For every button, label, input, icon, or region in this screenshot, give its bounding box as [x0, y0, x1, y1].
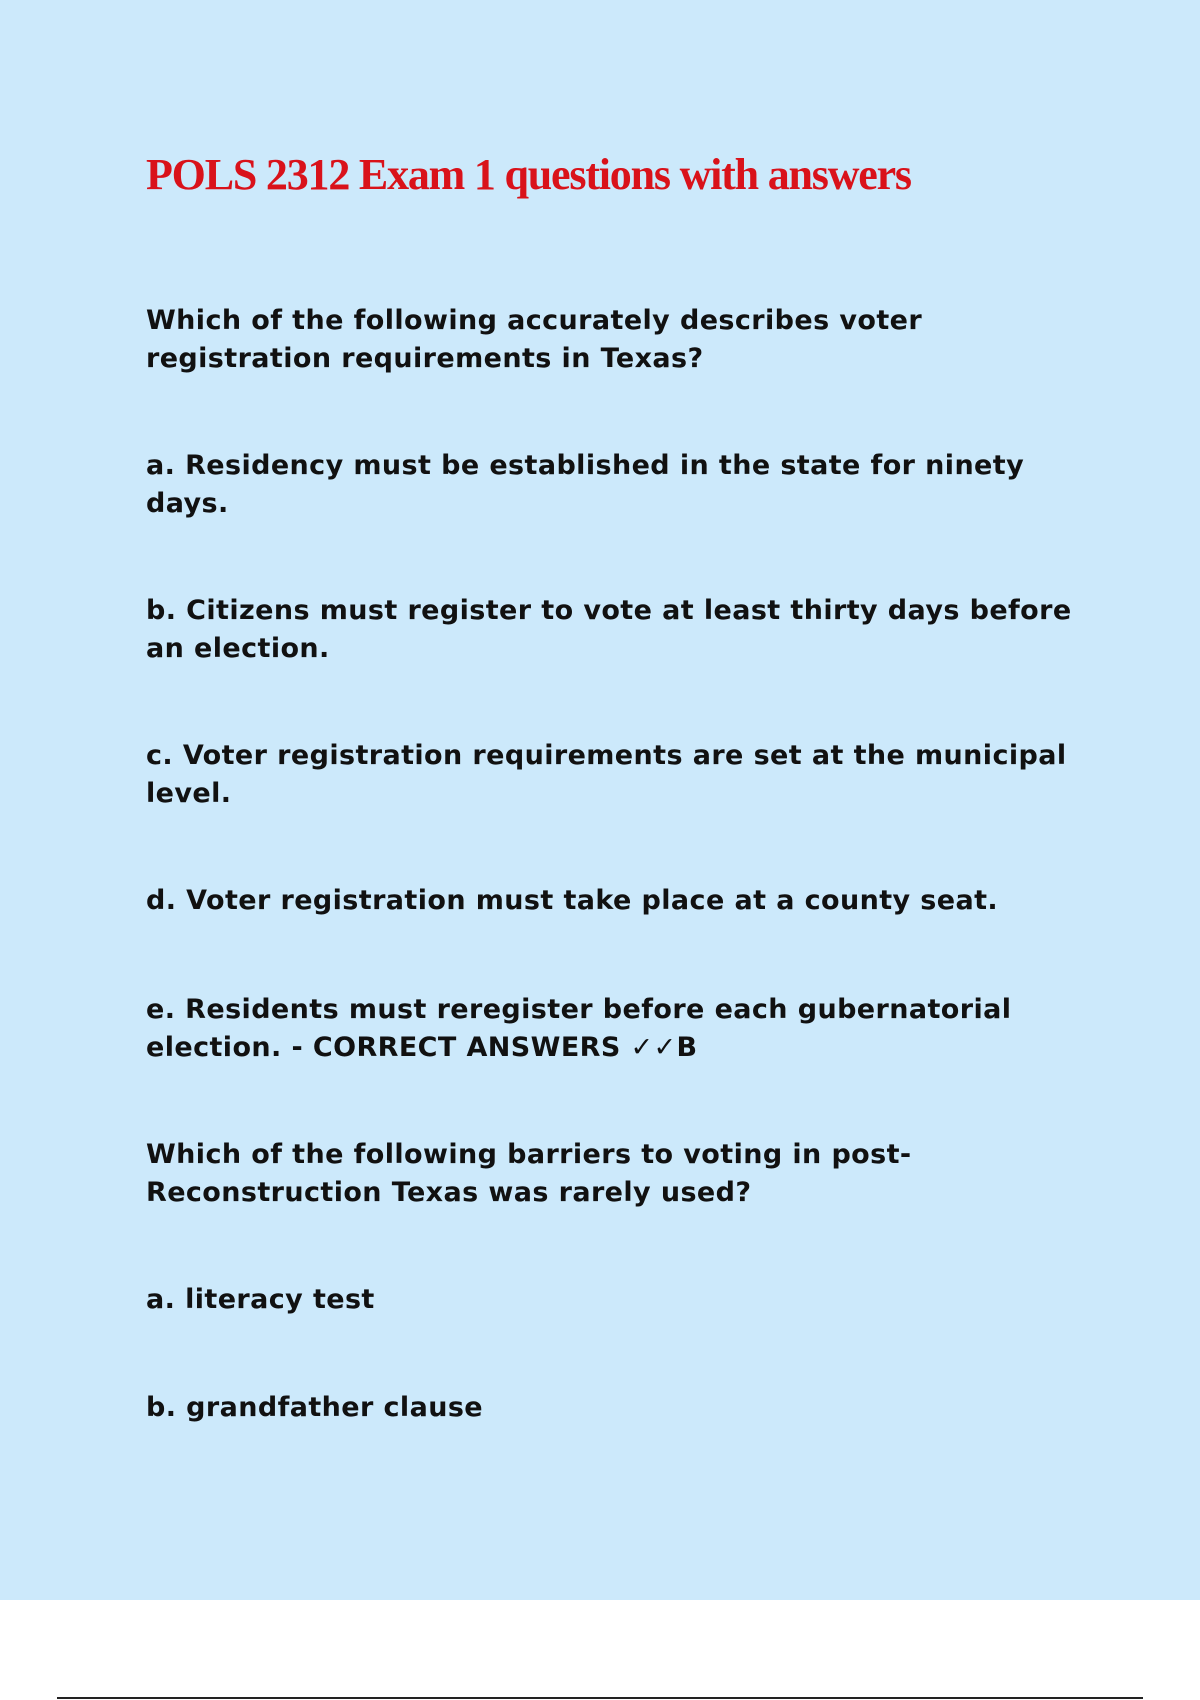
- question-1-option-e-with-answer: e. Residents must reregister before each gubernatorial election. - CORRECT ANSWERS ✓✓B: [146, 994, 1012, 1063]
- question-2-option-b: b. grandfather clause: [146, 1392, 484, 1423]
- question-2-prompt: Which of the following barriers to voting in post-Reconstruction Texas was rarely used?: [146, 1139, 912, 1208]
- question-1-option-d: d. Voter registration must take place at a county seat.: [146, 885, 999, 916]
- footer-divider: [57, 1697, 1143, 1699]
- question-2-option-a: a. literacy test: [146, 1284, 375, 1315]
- document-header: [146, 140, 1086, 210]
- document-title: POLS 2312 Exam 1 questions with answers: [146, 150, 911, 199]
- question-1-option-b: b. Citizens must register to vote at least thirty days before an election.: [146, 595, 1072, 664]
- question-1-option-c: c. Voter registration requirements are set at the municipal level.: [146, 740, 1067, 809]
- question-1-option-a: a. Residency must be established in the state for ninety days.: [146, 450, 1025, 519]
- question-1-prompt: Which of the following accurately describes voter registration requirements in Texas?: [146, 305, 923, 374]
